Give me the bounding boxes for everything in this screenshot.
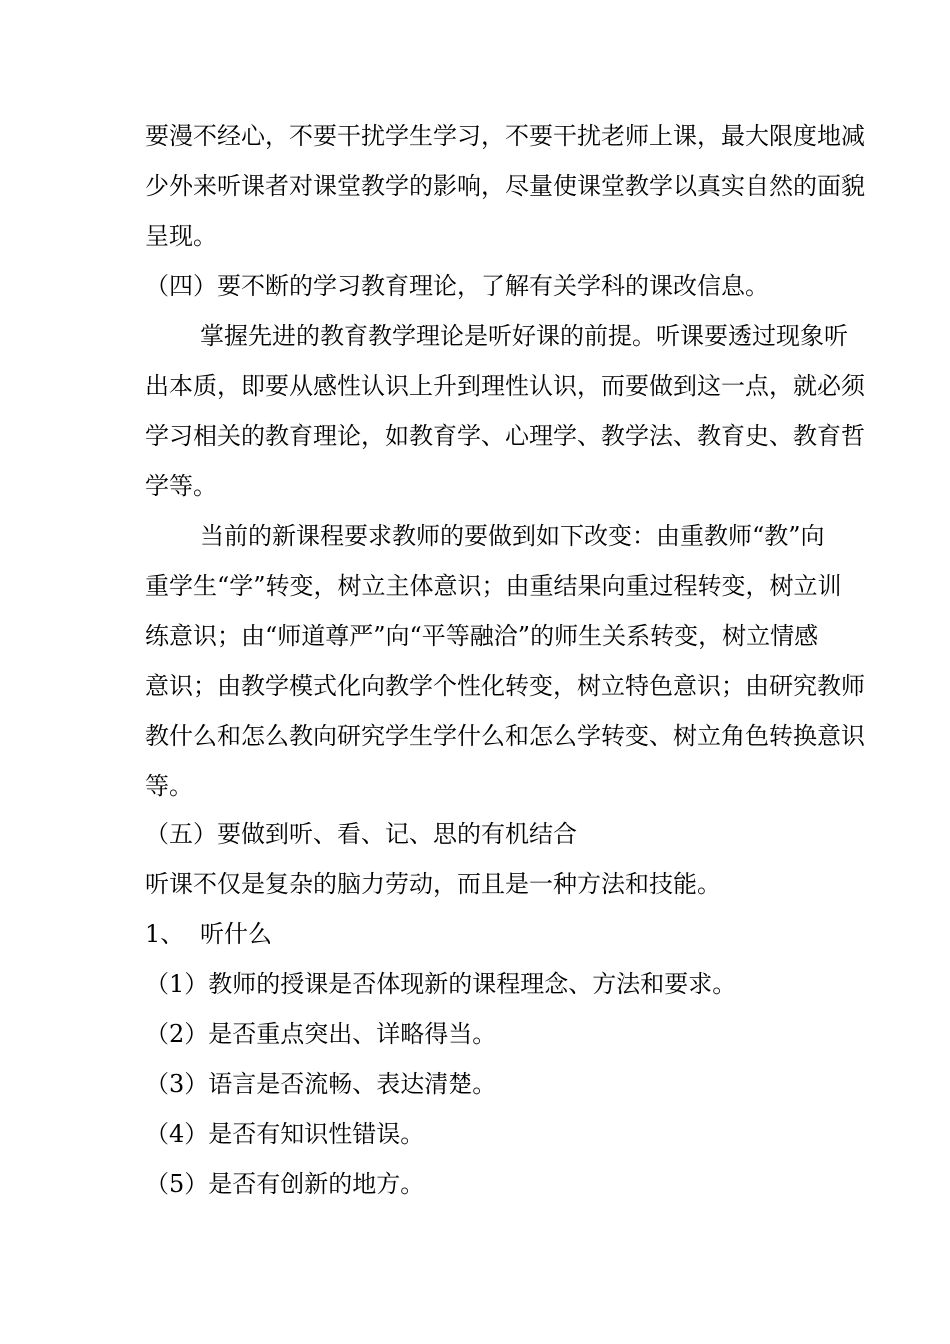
paragraph-line: 要漫不经心，不要干扰学生学习，不要干扰老师上课，最大限度地减 <box>145 122 865 150</box>
list-item: （3）语言是否流畅、表达清楚。 <box>145 1070 497 1098</box>
list-item: （5）是否有创新的地方。 <box>145 1170 425 1198</box>
paragraph-line: 学习相关的教育理论，如教育学、心理学、教学法、教育史、教育哲 <box>145 422 865 450</box>
paragraph-line: 呈现。 <box>145 222 217 250</box>
paragraph-line: 当前的新课程要求教师的要做到如下改变：由重教师“教”向 <box>200 522 825 550</box>
list-heading <box>0 914 950 954</box>
paragraph-line: 教什么和怎么教向研究学生学什么和怎么学转变、树立角色转换意识 <box>145 722 865 750</box>
section-heading-five: （五）要做到听、看、记、思的有机结合 <box>145 820 577 848</box>
paragraph-line: 出本质，即要从感性认识上升到理性认识，而要做到这一点，就必须 <box>145 372 865 400</box>
paragraph-line: 听课不仅是复杂的脑力劳动，而且是一种方法和技能。 <box>145 870 721 898</box>
paragraph-line: 重学生“学”转变，树立主体意识；由重结果向重过程转变，树立训 <box>145 572 842 600</box>
section-heading-four: （四）要不断的学习教育理论，了解有关学科的课改信息。 <box>145 272 769 300</box>
list-item: （1）教师的授课是否体现新的课程理念、方法和要求。 <box>145 970 737 998</box>
paragraph-line: 意识；由教学模式化向教学个性化转变，树立特色意识；由研究教师 <box>145 672 865 700</box>
paragraph-line: 少外来听课者对课堂教学的影响，尽量使课堂教学以真实自然的面貌 <box>145 172 865 200</box>
list-heading-number: 1、 <box>145 920 185 948</box>
paragraph-line: 掌握先进的教育教学理论是听好课的前提。听课要透过现象听 <box>200 322 848 350</box>
list-item: （2）是否重点突出、详略得当。 <box>145 1020 497 1048</box>
list-heading-text: 听什么 <box>200 920 272 948</box>
paragraph-line: 等。 <box>145 772 193 800</box>
list-item: （4）是否有知识性错误。 <box>145 1120 425 1148</box>
paragraph-line: 学等。 <box>145 472 217 500</box>
paragraph-line: 练意识；由“师道尊严”向“平等融洽”的师生关系转变，树立情感 <box>145 622 819 650</box>
